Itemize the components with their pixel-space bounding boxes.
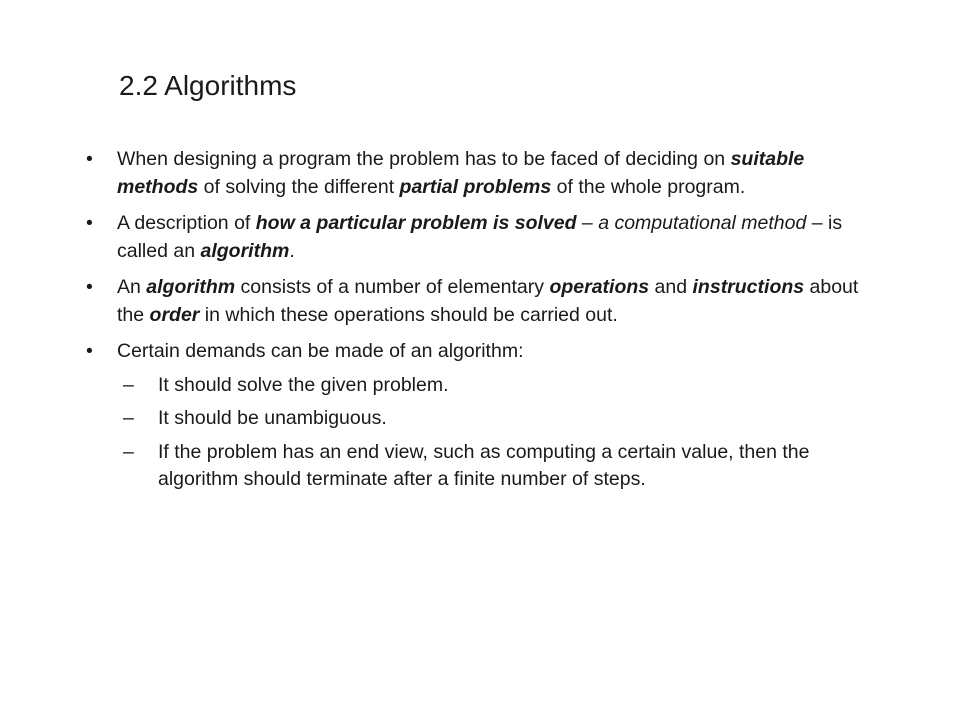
emphasis-segment: operations (549, 276, 650, 298)
emphasis-segment: partial problems (399, 175, 552, 198)
dash-marker: – (123, 373, 134, 396)
dash-marker: – (123, 440, 134, 463)
dash-marker: – (123, 407, 134, 429)
bullet-marker: • (86, 212, 93, 234)
emphasis-segment: algorithm (146, 276, 236, 298)
bullet-marker: • (86, 276, 93, 298)
text-segment: of the whole program. (551, 175, 746, 198)
sub-item-1 (117, 372, 862, 400)
slide-title: 2.2 Algorithms (119, 70, 297, 101)
sub-item-text: It should be unambiguous. (158, 407, 387, 429)
sub-item-text: If the problem has an end view, such as computing a certain value, then the algorithm should terminate after a finite number of steps. (158, 440, 810, 490)
bullet-item-4 (82, 338, 862, 494)
bullet-text (117, 212, 842, 262)
emphasis-segment: order (149, 303, 200, 326)
sub-item-text: It should solve the given problem. (158, 373, 449, 396)
bullet-item-3 (82, 274, 862, 329)
emphasis-segment: algorithm (200, 239, 290, 262)
sub-item-2 (117, 405, 862, 433)
text-segment: . (289, 239, 295, 262)
text-segment: of solving the different (198, 175, 400, 198)
text-segment: A description of (117, 212, 256, 234)
sub-bullet-list (117, 372, 862, 494)
bullet-list (82, 146, 862, 503)
bullet-marker: • (86, 340, 93, 362)
emphasis-segment: how a particular problem is solved (255, 212, 577, 234)
text-segment: in which these operations should be carried out. (199, 303, 618, 326)
italic-segment: a computational method (598, 212, 807, 234)
text-segment: consists of a number of elementary (235, 276, 550, 298)
bullet-item-1 (82, 146, 862, 201)
text-segment: – (576, 212, 599, 234)
sub-item-3 (117, 439, 862, 494)
emphasis-segment: instructions (692, 276, 805, 298)
text-segment: An (117, 276, 147, 298)
text-segment: – is called an (117, 212, 843, 262)
text-segment: and (649, 276, 693, 298)
emphasis-segment: suitable methods (117, 148, 805, 198)
text-segment: about the (117, 276, 859, 326)
text-segment: When designing a program the problem has to be faced of deciding on (117, 148, 731, 170)
bullet-marker: • (86, 148, 93, 170)
bullet-text (117, 276, 858, 326)
bullet-item-2 (82, 210, 862, 265)
bullet-text (117, 148, 804, 198)
bullet-text: Certain demands can be made of an algorithm: (117, 340, 524, 362)
